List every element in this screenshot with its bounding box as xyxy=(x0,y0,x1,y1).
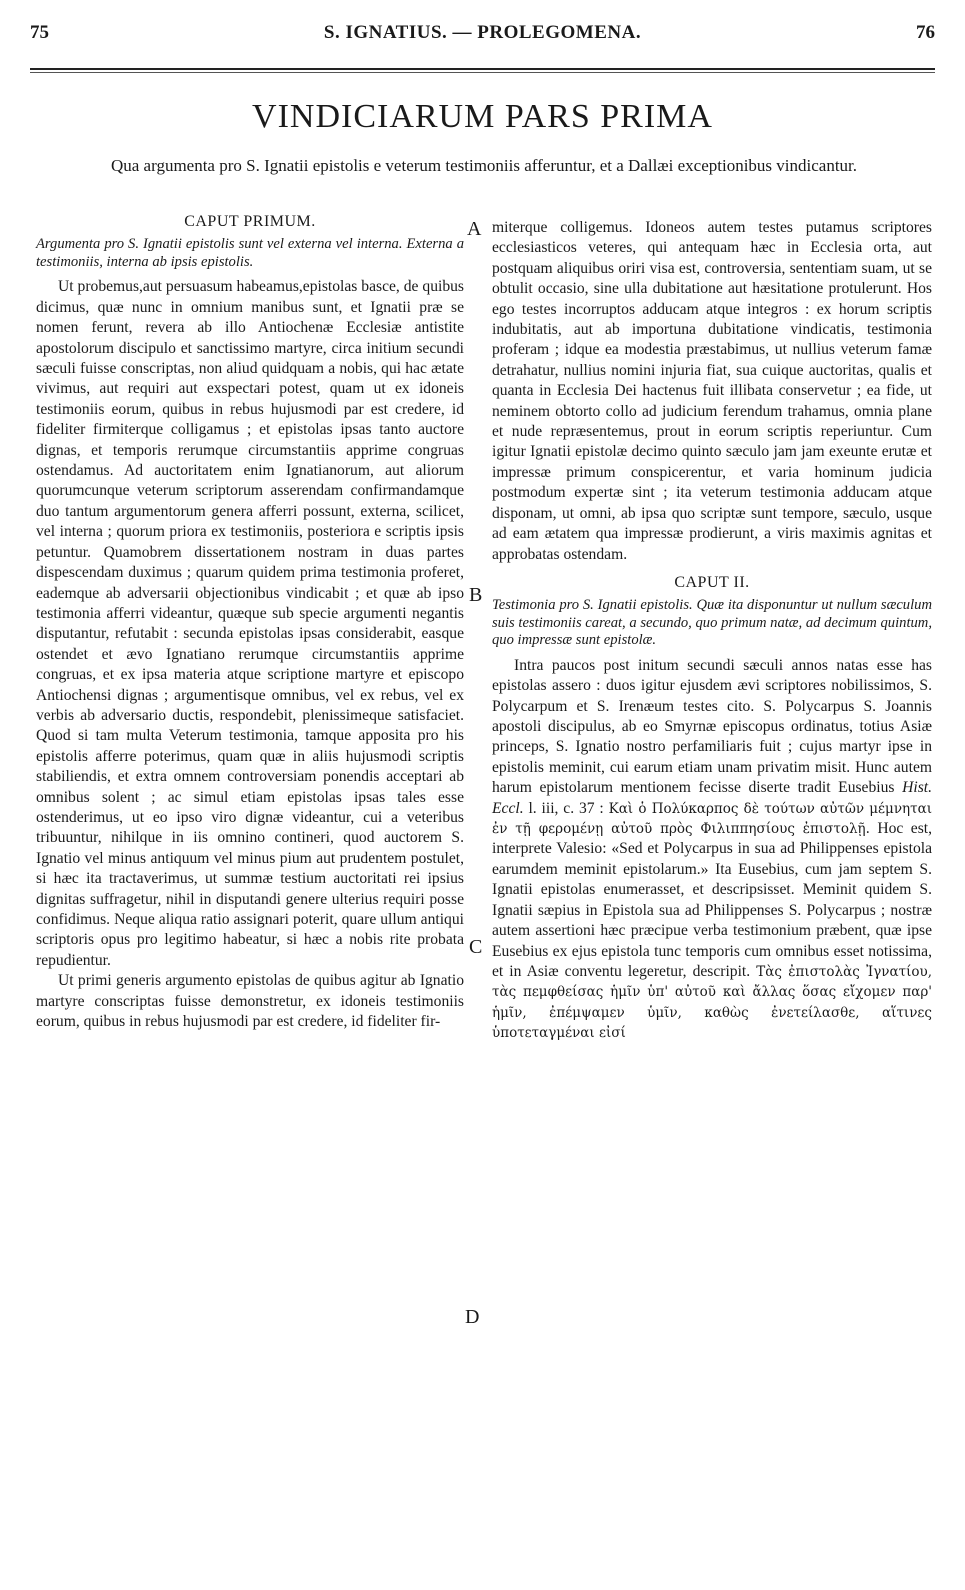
citation-ref: l. iii, c. 37 : xyxy=(523,799,609,817)
header-rule-thin xyxy=(30,72,935,73)
citation: Hist. Eccl. xyxy=(492,779,932,817)
header-rule xyxy=(30,68,935,70)
running-head xyxy=(30,22,935,50)
paragraph: Ut probemus,aut persuasum habeamus,epistolas basce, de quibus dicimus, quæ nunc in omnium manibus sunt, et Ignatii præ se nomen ferunt, revera ab illo Antiochenæ Ecclesiæ antistite apostolorum discipulo et sanctissimo martyre, circa initium secundi sæculi fuisse conscriptas, non aliud quidquam a nobis, qui hac ætate vivimus, aut requiri aut exspectari potest, quam ut ex idoneis testimoniis eorum, quibus in rebus hujusmodi par est credere, id fideliter firmiterque colligamus ; et epistolas ipsas tanto auctore dignas, et temporis rerumque circumstantiis apprime congruas ostendamus. Ad auctoritatem enim Ignatianorum, aut aliorum quorumcunque veterum scriptorum asserendam confirmandamque duo tantum argumentorum genera afferri possunt, externa, scilicet, vel interna ; quorum priora ex testimoniis, posteriora e scriptis ipsis petuntur. Quamobrem dissertationem nostram in duas partes dispescendam duximus ; quarum quidem prima testimonia proferet, eademque ab adversarii objectionibus vindicabit ; et quæ ab ipso testimonia afferri videantur, quæque sub specie argumenti negantis disputantur, refutabit : secunda epistolas ipsas considerabit, easque ostendet et ævo Ignatiano rerumque circumstantiis apprime congruas, et ex ipsa materia atque scriptione martyre et episcopo Antiochensi dignas ; argumentisque omnibus, vel ex rebus, vel ex verbis ab adversario ductis, respondebit, plenissimeque satisfaciet. Quod si tam multa Veterum testimonia, tamque apposita pro his epistolis afferre poterimus, quam quæ in aliis hujusmodi scriptis stabiliendis, et extra omnem controversiam ponendis acceptari ab omnibus solent ; ac simul etiam epistolas ipsas tales esse ostenderimus, ut eo ipso viro dignæ videantur, cui a veteribus tribuuntur, nihilque in iis omnino contineri, quod auctorem S. Ignatio vel minus antiquum vel minus pium aut prudentem postulet, si hæc ita tractaverimus, ut summæ testium auctoritati rei ipsius dignitas suffragetur, nihil in disputandi genere ulterius requiri posse confidimus. Neque aliqua ratio assignari poterit, quare ullum antiqui scriptoris opus pro legitimo habeatur, si hæc a nobis rite probata repudientur. xyxy=(36,278,464,969)
page-subtitle: Qua argumenta pro S. Ignatii epistolis e veterum testimoniis afferuntur, et a Dallæi exceptionibus vindicantur. xyxy=(110,156,858,175)
chapter-summary-1: Argumenta pro S. Ignatii epistolis sunt vel externa vel interna. Externa a testimoniis, interna ab ipsis epistolis. xyxy=(36,236,464,270)
margin-letter-b: B xyxy=(469,584,483,606)
chapter-summary-2: Testimonia pro S. Ignatii epistolis. Quæ ita disponuntur ut nullum sæculum suis testimoniis careat, a secundo, quo primum natæ, ad decimum quintum, quo impressæ sunt epistolæ. xyxy=(492,597,932,649)
left-column xyxy=(36,212,464,1032)
paragraph: miterque colligemus. Idoneos autem testes putamus scriptores ecclesiasticos veteres, qui antequam hæc in Ecclesia orta, aut postquam aliquibus oriri visa est, controversia, sententiam suam, ut se obtulit occasio, sine ulla dubitatione aut hæsitatione protulerunt. Hos ego testes incorruptos adducam atque integros : ex horum scriptis indubitatis, aut ab importuna dubitatione vindicatis, testimonia proferam ; idque ea modestia præstabimus, ut nullius veterum famæ detrahatur, nullius nomini injuria fiat, sua cuique auctoritas, qualis et quanta in Ecclesia Dei hactenus fuit illibata conservetur ; ea fide, ut neminem obtorto collo ad judicium ferendum trahamus, omnia plane et nude repræsentemus, prout in eorum scriptis reperiuntur. Cum igitur Ignatii epistolæ decimo quinto sæculo jam jam exeunte erutæ et impressæ primum conspicerentur, et varia hominum judicia postmodum expertæ sint ; ita veterum testimonia adducam atque disponam, ut omni, ab ipsa quo scriptæ sunt tempore, sæculo, usque ad eam ætatem qua impressæ prodierunt, a viris maximis agnitas et approbatas ostendam. xyxy=(492,219,932,563)
right-column xyxy=(492,218,932,1044)
chapter-heading-1: CAPUT PRIMUM. xyxy=(184,213,316,230)
margin-letter-c: C xyxy=(469,936,483,958)
paragraph xyxy=(492,656,932,1044)
paragraph-text: Hoc est, interprete Valesio: «Sed et Polycarpus in sua ad Philippenses epistola earumdem meminit epistolarum.» Ita Eusebius, cum jam septem S. Ignatii epistolas enumerasset, et descripsisset. Meminit quidem S. Ignatii sæpius in Epistola sua ad Philippenses S. Polycarpus ; nostræ autem assertioni hæc præcipue verba testimonium præbent, quæ ipse Eusebius ex ejus epistola tunc temporis cum omnibus esset notissima, et in Asiæ conventu legeretur, descripit. xyxy=(492,820,932,980)
margin-letter-a: A xyxy=(467,218,482,240)
chapter-heading-2: CAPUT II. xyxy=(674,573,750,591)
greek-quote: Καὶ ὁ Πολύκαρπος δὲ τούτων αὐτῶν μέμνηται ἐν τῇ φερομένῃ αὐτοῦ πρὸς Φιλιππησίους ἐπιστολῇ. xyxy=(492,800,933,838)
page-number-right: 76 xyxy=(916,22,935,43)
margin-letter-d: D xyxy=(465,1306,480,1328)
page-number-left: 75 xyxy=(30,22,49,43)
paragraph: Ut primi generis argumento epistolas de quibus agitur ab Ignatio martyre conscriptas fuisse demonstretur, ex idoneis testimoniis eorum, quibus in rebus hujusmodi par est credere, id fideliter fir- xyxy=(36,972,464,1031)
page-title: VINDICIARUM PARS PRIMA xyxy=(252,98,713,135)
running-title: S. IGNATIUS. — PROLEGOMENA. xyxy=(323,22,642,43)
greek-quote: Τὰς ἐπιστολὰς Ἰγνατίου, τὰς πεμφθείσας ἡμῖν ὑπ' αὐτοῦ καὶ ἄλλας ὅσας εἴχομεν παρ' ἡμῖν, ἐπέμψαμεν ὑμῖν, καθὼς ἐνετείλασθε, αἵτινες ὑποτεταγμέναι εἰσί xyxy=(492,963,932,1042)
paragraph-text: Intra paucos post initum secundi sæculi annos natas esse has epistolas assero : duos igitur ejusdem ævi scriptores nobilissimos, S. Polycarpum et S. Irenæum testes cito. S. Polycarpus S. Joannis apostoli discipulus, ab eo Smyrnæ episcopus ordinatus, totius Asiæ princeps, S. Ignatio nostro perfamiliaris fuit ; cujus martyr ipse in epistolis meminit, cui earum etiam unam privatim misit. Hunc autem harum epistolarum mentionem fecisse diserte tradit Eusebius xyxy=(492,656,932,797)
